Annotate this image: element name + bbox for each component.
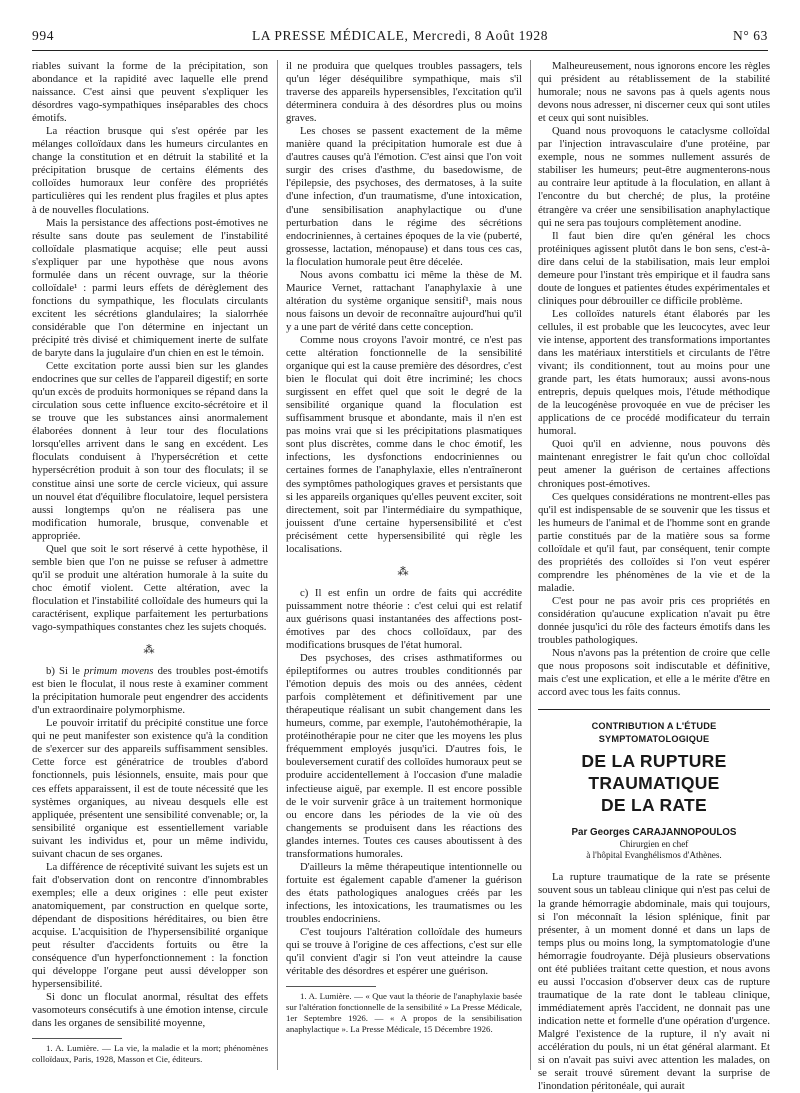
paragraph: La différence de réceptivité suivant les sujets est un fait d'observation dont on rencontre d'innombrables exemples; elle a deux origines : elle peut exister anatomiquement, par construction en quelque sorte, dépendant de dispositions héréditaires, ou bien être acquise. L'acquisition de l'hypersensibilité organique peut résulter d'accidents fortuits ou être la conséquence d'un hyperfonctionnement : la fonction qui développe l'organe peut aussi développer son hypersensibilité. bbox=[32, 860, 268, 991]
paragraph: Mais la persistance des affections post-émotives ne résulte sans doute pas seulement de l'instabilité colloïdale plasmatique acquise; elle peut aussi s'expliquer par une hypothèse que nous avons formulée dans un récent ouvrage, sur la théorie colloïdale¹ : parmi leurs effets de dérèglement des fonctions du sympathique, les floculats circulants excitent les sécrétions glandulaires; la sialorrhée considérable que l'on détermine en injectant un précipité très divisé et chimiquement inerte de sulfate de baryte dans la jugulaire d'un chien en est le témoin. bbox=[32, 216, 268, 360]
article-title-line-1: DE LA RUPTURE TRAUMATIQUE bbox=[581, 751, 727, 794]
spacer bbox=[538, 861, 770, 871]
issue-number: N° 63 bbox=[732, 28, 768, 43]
column-3 bbox=[538, 60, 770, 1093]
paragraph: Quel que soit le sort réservé à cette hypothèse, il semble bien que l'on ne puisse se refuser à admettre qu'il se produit une altération humorale à la suite du choc émotif violent. Cette altération, avec la floculation et l'instabilité colloïdale des humeurs qui la caractérisent, explique parfaitement les perturbations vago-sympathiques constantes chez les sujets choqués. bbox=[32, 542, 268, 634]
paragraph: Quoi qu'il en advienne, nous pouvons dès maintenant enregistrer le fait qu'un choc colloïdal peut amener la guérison de certaines affections chroniques post-émotives. bbox=[538, 438, 770, 490]
paragraph: Quand nous provoquons le cataclysme colloïdal par l'injection intravasculaire d'une protéine, par exemple, nous ne sommes nullement assurés de stabiliser les humeurs; peut-être augmenterons-nous au contraire leur aptitude à la floculation, en allant à l'encontre du but cherché; de plus, la protéine étrangère va créer une sensibilisation anaphylactique qui ne sera pas toujours complètement anodine. bbox=[538, 125, 770, 229]
section-asterism: ⁂ bbox=[397, 565, 411, 578]
article-kicker: CONTRIBUTION A L'ÉTUDE SYMPTOMATOLOGIQUE bbox=[591, 721, 717, 745]
paragraph: c) Il est enfin un ordre de faits qui accrédite puissamment notre théorie : c'est celui qui est relatif aux guérisons quasi instantanées des affections post-émotives par des chocs colloïdaux, par des modifications brusques de l'état humoral. bbox=[286, 586, 522, 652]
section-asterism: ⁂ bbox=[143, 644, 157, 657]
paragraph: D'ailleurs la même thérapeutique intentionnelle ou fortuite est également capable d'amener la guérison des états pathologiques analogues créés par les infections, les intoxications, les traumatismes ou les troubles endocriniens. bbox=[286, 860, 522, 925]
paragraph-lead: b) Si le bbox=[46, 665, 84, 678]
paragraph: Les colloïdes naturels étant élaborés par les cellules, il est probable que les leucocytes, avec leur vie intense, apportent des transformations importantes dans les matériaux interstitiels et circulants de l'être vivant; ils conditionnent, tout au moins pour une grande part, les états humoraux; aussi avons-nous entrepris, depuis quelques mois, l'étude méthodique de la leucogénèse provoquée en vue de préciser les applications de ce procédé modificateur du terrain humoral. bbox=[538, 307, 770, 438]
paragraph: C'est toujours l'altération colloïdale des humeurs qui se trouve à l'origine de ces affections, c'est sur elle qu'il convient d'agir si l'on veut atteindre la cause véritable des désordres et espérer une guérison. bbox=[286, 926, 522, 978]
emphasis: primum movens bbox=[83, 665, 154, 678]
footnote-rule bbox=[286, 986, 376, 987]
article-separator bbox=[538, 709, 770, 710]
footnote-rule bbox=[32, 1038, 122, 1039]
paragraph: Nous avons combattu ici même la thèse de M. Maurice Vernet, rattachant l'anaphylaxie à une altération du système organique sensitif¹, mais nous nous faisons un devoir de reconnaître aujourd'hui qu'il y a une part de vérité dans cette conception. bbox=[286, 268, 522, 333]
paragraph: La rupture traumatique de la rate se présente souvent sous un tableau clinique qui n'est pas celui de la grande hémorragie abdominale, mais qui toujours, si l'on méconnaît la lésion splénique, finit par présenter, à un moment donné et dans un laps de temps plus ou moins long, la symptomatologie d'une hémorragie foudroyante. Déjà plusieurs observations ont été publiées traitant cette question, et nous avons eu aussi l'occasion d'observer deux cas de rupture traumatique de la rate dont le tableau clinique, immédiatement après l'accident, ne donnait pas une indication nette et formelle d'une opération d'urgence. Malgré l'existence de la rupture, il n'y avait ni accélération du pouls, ni un état général alarmant. Et si on n'avait pas suivi avec attention les malades, on se serait trouvé sûrement devant la surprise de l'inondation péritonéale, qui aurait bbox=[538, 871, 770, 1093]
paragraph: Si donc un floculat anormal, résultat des effets vasomoteurs consécutifs à une émotion intense, circule dans les organes de sensibilité moyenne, bbox=[32, 991, 268, 1030]
paragraph: C'est pour ne pas avoir pris ces propriétés en considération qu'aucune explication n'avait pu être donnée jusqu'ici du rôle des facteurs émotifs dans les troubles pathologiques. bbox=[538, 594, 770, 647]
column-divider bbox=[530, 60, 531, 1070]
author-affiliation: Chirurgien en chef bbox=[619, 839, 689, 850]
running-header bbox=[32, 28, 768, 46]
paragraph: il ne produira que quelques troubles passagers, tels qu'un léger déséquilibre sympathique, mais s'il traverse des appareils hypersensibles, l'excitation qu'il déterminera conduira à des désordres plus ou moins graves. bbox=[286, 60, 522, 125]
column-divider bbox=[277, 60, 278, 1070]
column-1 bbox=[32, 60, 268, 1065]
article-author: Par Georges CARAJANNOPOULOS bbox=[571, 827, 737, 839]
page-number: 994 bbox=[32, 28, 55, 43]
paragraph: Il faut bien dire qu'en général les chocs protéiniques agissent plutôt dans le bon sens, c'est-à-dire dans celui de la stabilisation, mais leur emploi demeure pour l'instant très empirique et il faudra sans doute de longues et patientes études expérimentales et cliniques pour débrouiller ce difficile problème. bbox=[538, 229, 770, 307]
article-title-line-2: DE LA RATE bbox=[600, 795, 708, 816]
column-2 bbox=[286, 60, 522, 1035]
paragraph-rest: des troubles post-émotifs est bien le floculat, il nous reste à examiner comment la précipitation humorale peut engendrer des accidents d'un extraordinaire polymorphisme. bbox=[32, 665, 268, 717]
paragraph: Ces quelques considérations ne montrent-elles pas qu'il est indispensable de se souvenir que les tissus et les humeurs de l'animal et de l'homme sont en grande partie constitués par de la matière sous sa forme colloïdale et qu'il faut, par conséquent, tenir compte des propriétés des colloïdes si l'on veut espérer comprendre les phénomènes de la vie et de la maladie. bbox=[538, 490, 770, 594]
paragraph: Comme nous croyons l'avoir montré, ce n'est pas cette altération fonctionnelle de la sensibilité organique qui est la cause première des désordres, c'est bien le floculat qui doit être incriminé; les chocs surgissent en effet quel que soit le degré de la sensibilité organique quand la floculation est suffisamment brusque et abondante, mais il n'en est pas moins vrai que si les précipitations plasmatiques sont plus discrètes, comme dans le choc émotif, les infections, les dysfonctions endocriniennes ou certaines formes de l'anaphylaxie, elles n'entraîneront des symptômes pathologiques graves et persistants que si les appareils organiques qu'elles peuvent exciter, soit directement, soit par l'intermédiaire du sympathique, jouissent d'une certaine hypersensibilité et c'est précisément cette hypersensibilité qui règle les localisations. bbox=[286, 333, 522, 555]
paragraph: Des psychoses, des crises asthmatiformes ou épileptiformes ou autres troubles conditionnés par l'émotion depuis des mois ou des années, cèdent parfois complètement et définitivement par une thérapeutique réalisant un subit changement dans les humeurs, comme, par exemple, l'autohémothérapie, la protéinothérapie pour ne citer que les moyens les plus fréquemment employés jusqu'ici. D'autres fois, le bouleversement curatif des colloïdes humoraux peut se produire accidentellement à l'occasion d'une maladie infectieuse aiguë, par exemple. Il est encore possible de le voir survenir grâce à un traitement hormonique ou encore dans les périodes de la vie où des changements se produisent dans les réactions des glandes internes. Toutes ces causes aboutissent à des transformations humorales. bbox=[286, 652, 522, 860]
footnote: 1. A. Lumière. — La vie, la maladie et la mort; phénomènes colloïdaux, Paris, 1928, Masson et Cie, éditeurs. bbox=[32, 1043, 268, 1065]
author-affiliation: à l'hôpital Evanghélismos d'Athènes. bbox=[586, 850, 722, 861]
paragraph: Cette excitation porte aussi bien sur les glandes endocrines que sur celles de l'appareil digestif; en sorte qu'un excès de produits hormoniques se répand dans la circulation sous cette influence excito-sécrétoire et il se trouve que les substances ainsi anormalement élaborées donnent à leur tour des floculations lorsqu'elles arrivent dans le sang en excédent. Les floculats conduisent à l'hypersécrétion et cette hypersécrétion produit à son tour des floculats; il se constitue ainsi une sorte de cercle vicieux, qui assure un nouvel état d'équilibre floculatoire, lequel persistera aussi longtemps qu'on ne réalisera pas une modification humorale, brusque, convenable et appropriée. bbox=[32, 360, 268, 542]
header-rule bbox=[32, 50, 768, 51]
footnote: 1. A. Lumière. — « Que vaut la théorie de l'anaphylaxie basée sur l'altération fonctionnelle de la sensibilité » La Presse Médicale, 1er Septembre 1926. — « A propos de la sensibilisation anaphylactique ». La Presse Médicale, 15 Décembre 1926. bbox=[286, 991, 522, 1035]
journal-title: LA PRESSE MÉDICALE, Mercredi, 8 Août 1928 bbox=[251, 28, 549, 43]
paragraph: Le pouvoir irritatif du précipité constitue une force qui ne peut manifester son existence qu'à la condition de s'exercer sur des appareils suffisamment sensibles. Cette force est génératrice de troubles d'abord fonctionnels, puis lésionnels, ensuite, mais pour que ces effets apparaissent, il est de toute nécessité que les systèmes organiques, au niveau desquels elle est appliquée, présentent une sensibilité convenable; or, la sensibilité organique est essentiellement variable suivant les individus et, pour un même individu, suivant chacun de ses organes. bbox=[32, 717, 268, 860]
paragraph: Nous n'avons pas la prétention de croire que celle que nous proposons soit indiscutable et définitive, mais c'est une explication, et elle a le mérite d'être en accord avec tous les faits connus. bbox=[538, 647, 770, 699]
paragraph: Les choses se passent exactement de la même manière quand la précipitation humorale est due à d'autres causes qu'à l'émotion. C'est ainsi que l'on voit surgir des crises d'asthme, du basedowisme, de l'épilepsie, des psychoses, des dermatoses, à la suite d'une infection, d'un traumatisme, d'une intoxication, d'une sensibilisation anaphylactique ou d'une perturbation dans le régime des sécrétions endocriniennes, à certaines époques de la vie (puberté, grossesse, lactation, ménopause) et dans tous ces cas, la floculation humorale peut être décelée. bbox=[286, 125, 522, 268]
paragraph: Malheureusement, nous ignorons encore les règles qui président au rétablissement de la stabilité humorale; nous ne savons pas à quels agents nous devons nous adresser, ni discerner ceux qui sont utiles et ceux qui sont nuisibles. bbox=[538, 60, 770, 125]
paragraph: La réaction brusque qui s'est opérée par les mélanges colloïdaux dans les humeurs circulantes en change la constitution et en détruit la stabilité et la précipitation brusque de certains éléments des colloïdes humoraux leur confère des propriétés particulières qui les rendent plus fragiles et plus aptes à de nouvelles floculations. bbox=[32, 125, 268, 216]
paragraph: riables suivant la forme de la précipitation, son abondance et la rapidité avec laquelle elle prend naissance. C'est ainsi que peuvent s'expliquer les désordres vago-sympathiques inséparables des chocs émotifs. bbox=[32, 60, 268, 125]
paragraph bbox=[32, 665, 268, 717]
